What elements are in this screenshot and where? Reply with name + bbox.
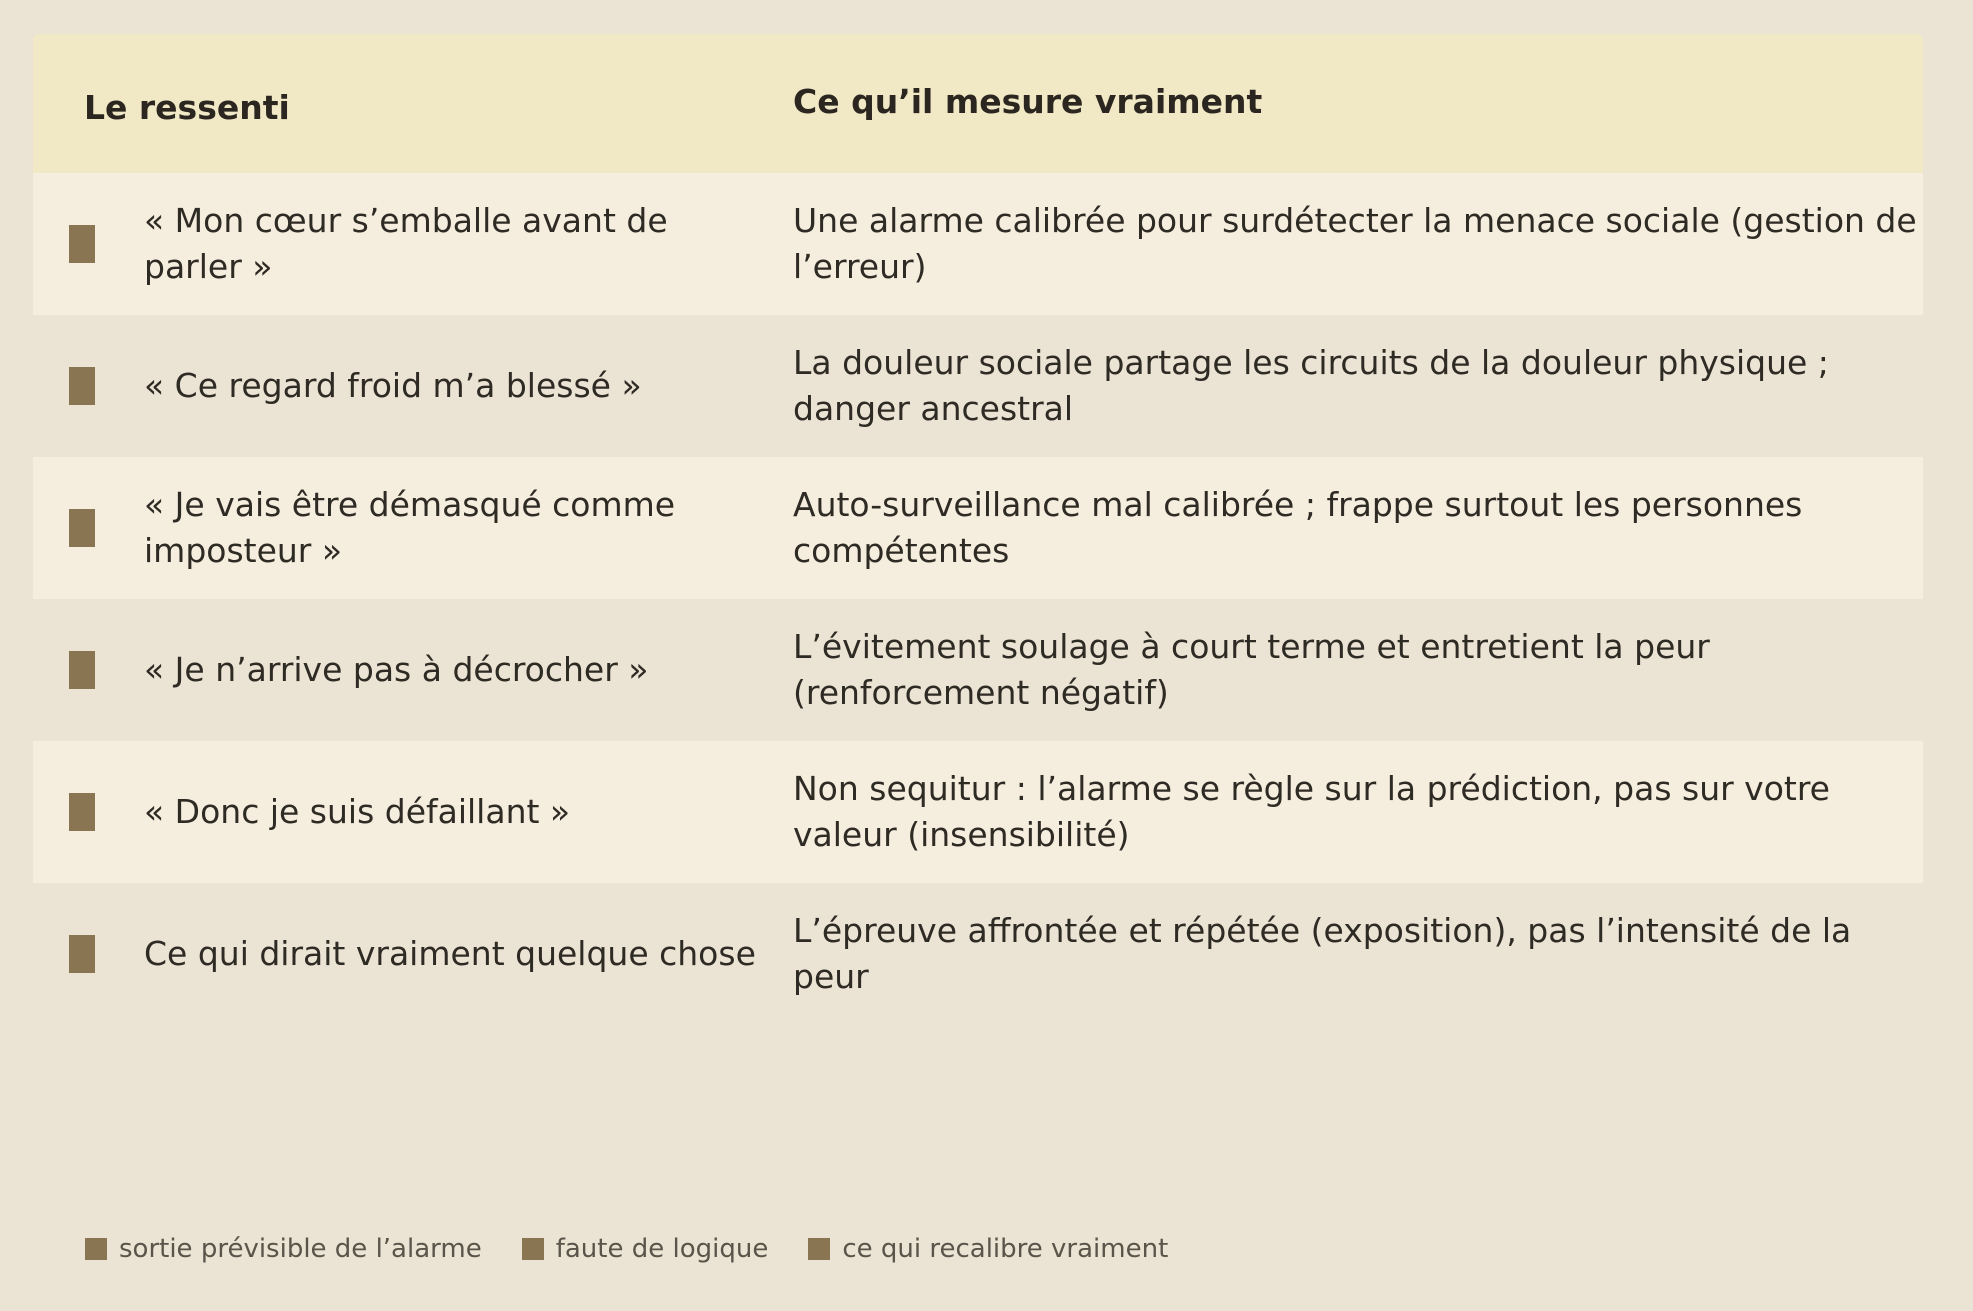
table-header xyxy=(33,34,1923,173)
table-row xyxy=(33,457,1923,599)
legend-item xyxy=(85,1234,482,1264)
feeling-cell: « Ce regard froid m’a blessé » xyxy=(144,366,642,405)
meaning-cell: L’évitement soulage à court terme et entretient la peur (renforcement négatif) xyxy=(793,627,1710,712)
legend-label: sortie prévisible de l’alarme xyxy=(119,1234,482,1264)
meaning-cell: La douleur sociale partage les circuits de la douleur physique ; danger ancestral xyxy=(793,343,1829,428)
legend-item xyxy=(808,1234,1168,1264)
feeling-cell: « Je n’arrive pas à décrocher » xyxy=(144,650,649,689)
row-marker xyxy=(69,651,95,689)
meaning-cell: Auto-surveillance mal calibrée ; frappe surtout les personnes compétentes xyxy=(793,485,1803,570)
legend-item xyxy=(522,1234,769,1264)
meaning-cell: L’épreuve affrontée et répétée (exposition), pas l’intensité de la peur xyxy=(793,911,1852,996)
legend-swatch xyxy=(85,1238,107,1260)
row-marker xyxy=(69,225,95,263)
table-row xyxy=(33,883,1923,1025)
legend-swatch xyxy=(522,1238,544,1260)
row-marker xyxy=(69,367,95,405)
feeling-cell: « Donc je suis défaillant » xyxy=(144,792,571,831)
legend-label: faute de logique xyxy=(555,1234,769,1264)
column-header-feeling: Le ressenti xyxy=(84,88,290,127)
row-marker xyxy=(69,935,95,973)
feeling-cell: « Je vais être démasqué comme imposteur » xyxy=(144,485,676,570)
meaning-cell: Une alarme calibrée pour surdétecter la menace sociale (gestion de l’erreur) xyxy=(793,201,1917,286)
feeling-cell: « Mon cœur s’emballe avant de parler » xyxy=(144,201,668,286)
table-row xyxy=(33,173,1923,315)
column-header-meaning: Ce qu’il mesure vraiment xyxy=(793,82,1263,121)
table-row xyxy=(33,599,1923,741)
row-marker xyxy=(69,509,95,547)
table-row xyxy=(33,315,1923,457)
legend-swatch xyxy=(808,1238,830,1260)
table-row xyxy=(33,741,1923,883)
legend xyxy=(85,1232,1208,1266)
feelings-table xyxy=(33,34,1923,1025)
row-marker xyxy=(69,793,95,831)
feeling-cell: Ce qui dirait vraiment quelque chose xyxy=(144,934,756,973)
meaning-cell: Non sequitur : l’alarme se règle sur la prédiction, pas sur votre valeur (insensibilité) xyxy=(793,769,1830,854)
legend-label: ce qui recalibre vraiment xyxy=(842,1234,1169,1264)
